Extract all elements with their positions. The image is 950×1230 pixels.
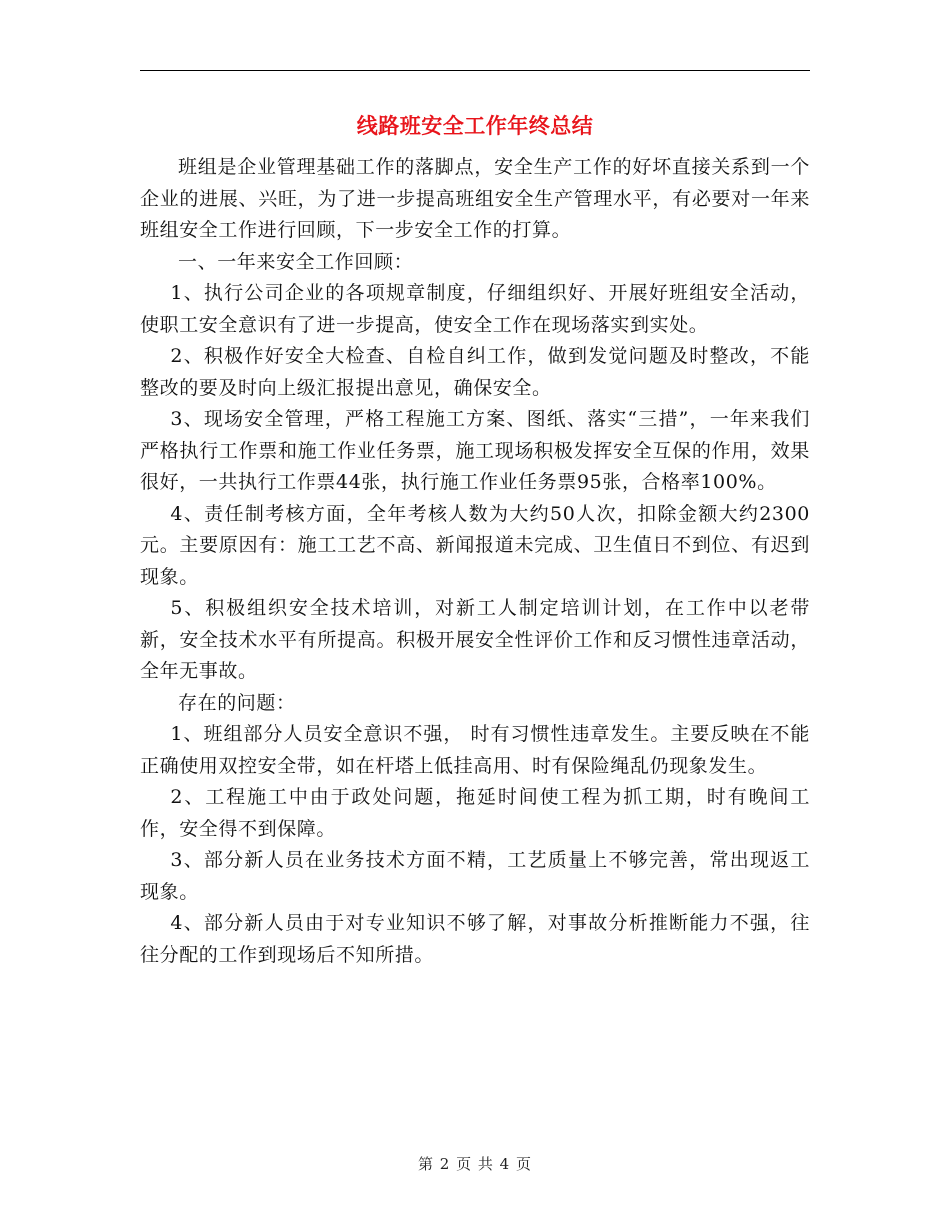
problem-item-4: 4、部分新人员由于对专业知识不够了解，对事故分析推断能力不强，往往分配的工作到现场后不知所措。 [140, 912, 810, 966]
header-rule [140, 70, 810, 71]
problem-item-1: 1、班组部分人员安全意识不强， 时有习惯性违章发生。主要反映在不能正确使用双控安全带，如在杆塔上低挂高用、时有保险绳乱仍现象发生。 [140, 723, 810, 777]
problem-item-3: 3、部分新人员在业务技术方面不精，工艺质量上不够完善，常出现返工现象。 [140, 849, 810, 903]
document-body [140, 152, 810, 971]
problem-item-2: 2、工程施工中由于政处问题，拖延时间使工程为抓工期，时有晚间工作，安全得不到保障。 [140, 786, 810, 840]
review-item-3: 3、现场安全管理，严格工程施工方案、图纸、落实“三措”，一年来我们严格执行工作票和施工作业任务票，施工现场积极发挥安全互保的作用，效果很好，一共执行工作票44张，执行施工作业任务票95张，合格率100%。 [140, 408, 810, 493]
section-heading-review: 一、一年来安全工作回顾： [178, 250, 414, 273]
review-item-2: 2、积极作好安全大检查、自检自纠工作，做到发觉问题及时整改，不能整改的要及时向上级汇报提出意见，确保安全。 [140, 345, 810, 399]
page-number-footer: 第 2 页 共 4 页 [418, 1155, 532, 1173]
section-heading-problems: 存在的问题： [178, 691, 296, 714]
review-item-4: 4、责任制考核方面，全年考核人数为大约50人次，扣除金额大约2300元。主要原因有：施工工艺不高、新闻报道未完成、卫生值日不到位、有迟到现象。 [140, 502, 810, 588]
review-item-1: 1、执行公司企业的各项规章制度，仔细组织好、开展好班组安全活动，使职工安全意识有了进一步提高，使安全工作在现场落实到实处。 [140, 282, 810, 336]
document-title: 线路班安全工作年终总结 [356, 113, 594, 138]
intro-paragraph: 班组是企业管理基础工作的落脚点，安全生产工作的好坏直接关系到一个企业的进展、兴旺，为了进一步提高班组安全生产管理水平，有必要对一年来班组安全工作进行回顾，下一步安全工作的打算。 [140, 156, 810, 241]
review-item-5: 5、积极组织安全技术培训，对新工人制定培训计划，在工作中以老带新，安全技术水平有所提高。积极开展安全性评价工作和反习惯性违章活动，全年无事故。 [140, 597, 810, 682]
